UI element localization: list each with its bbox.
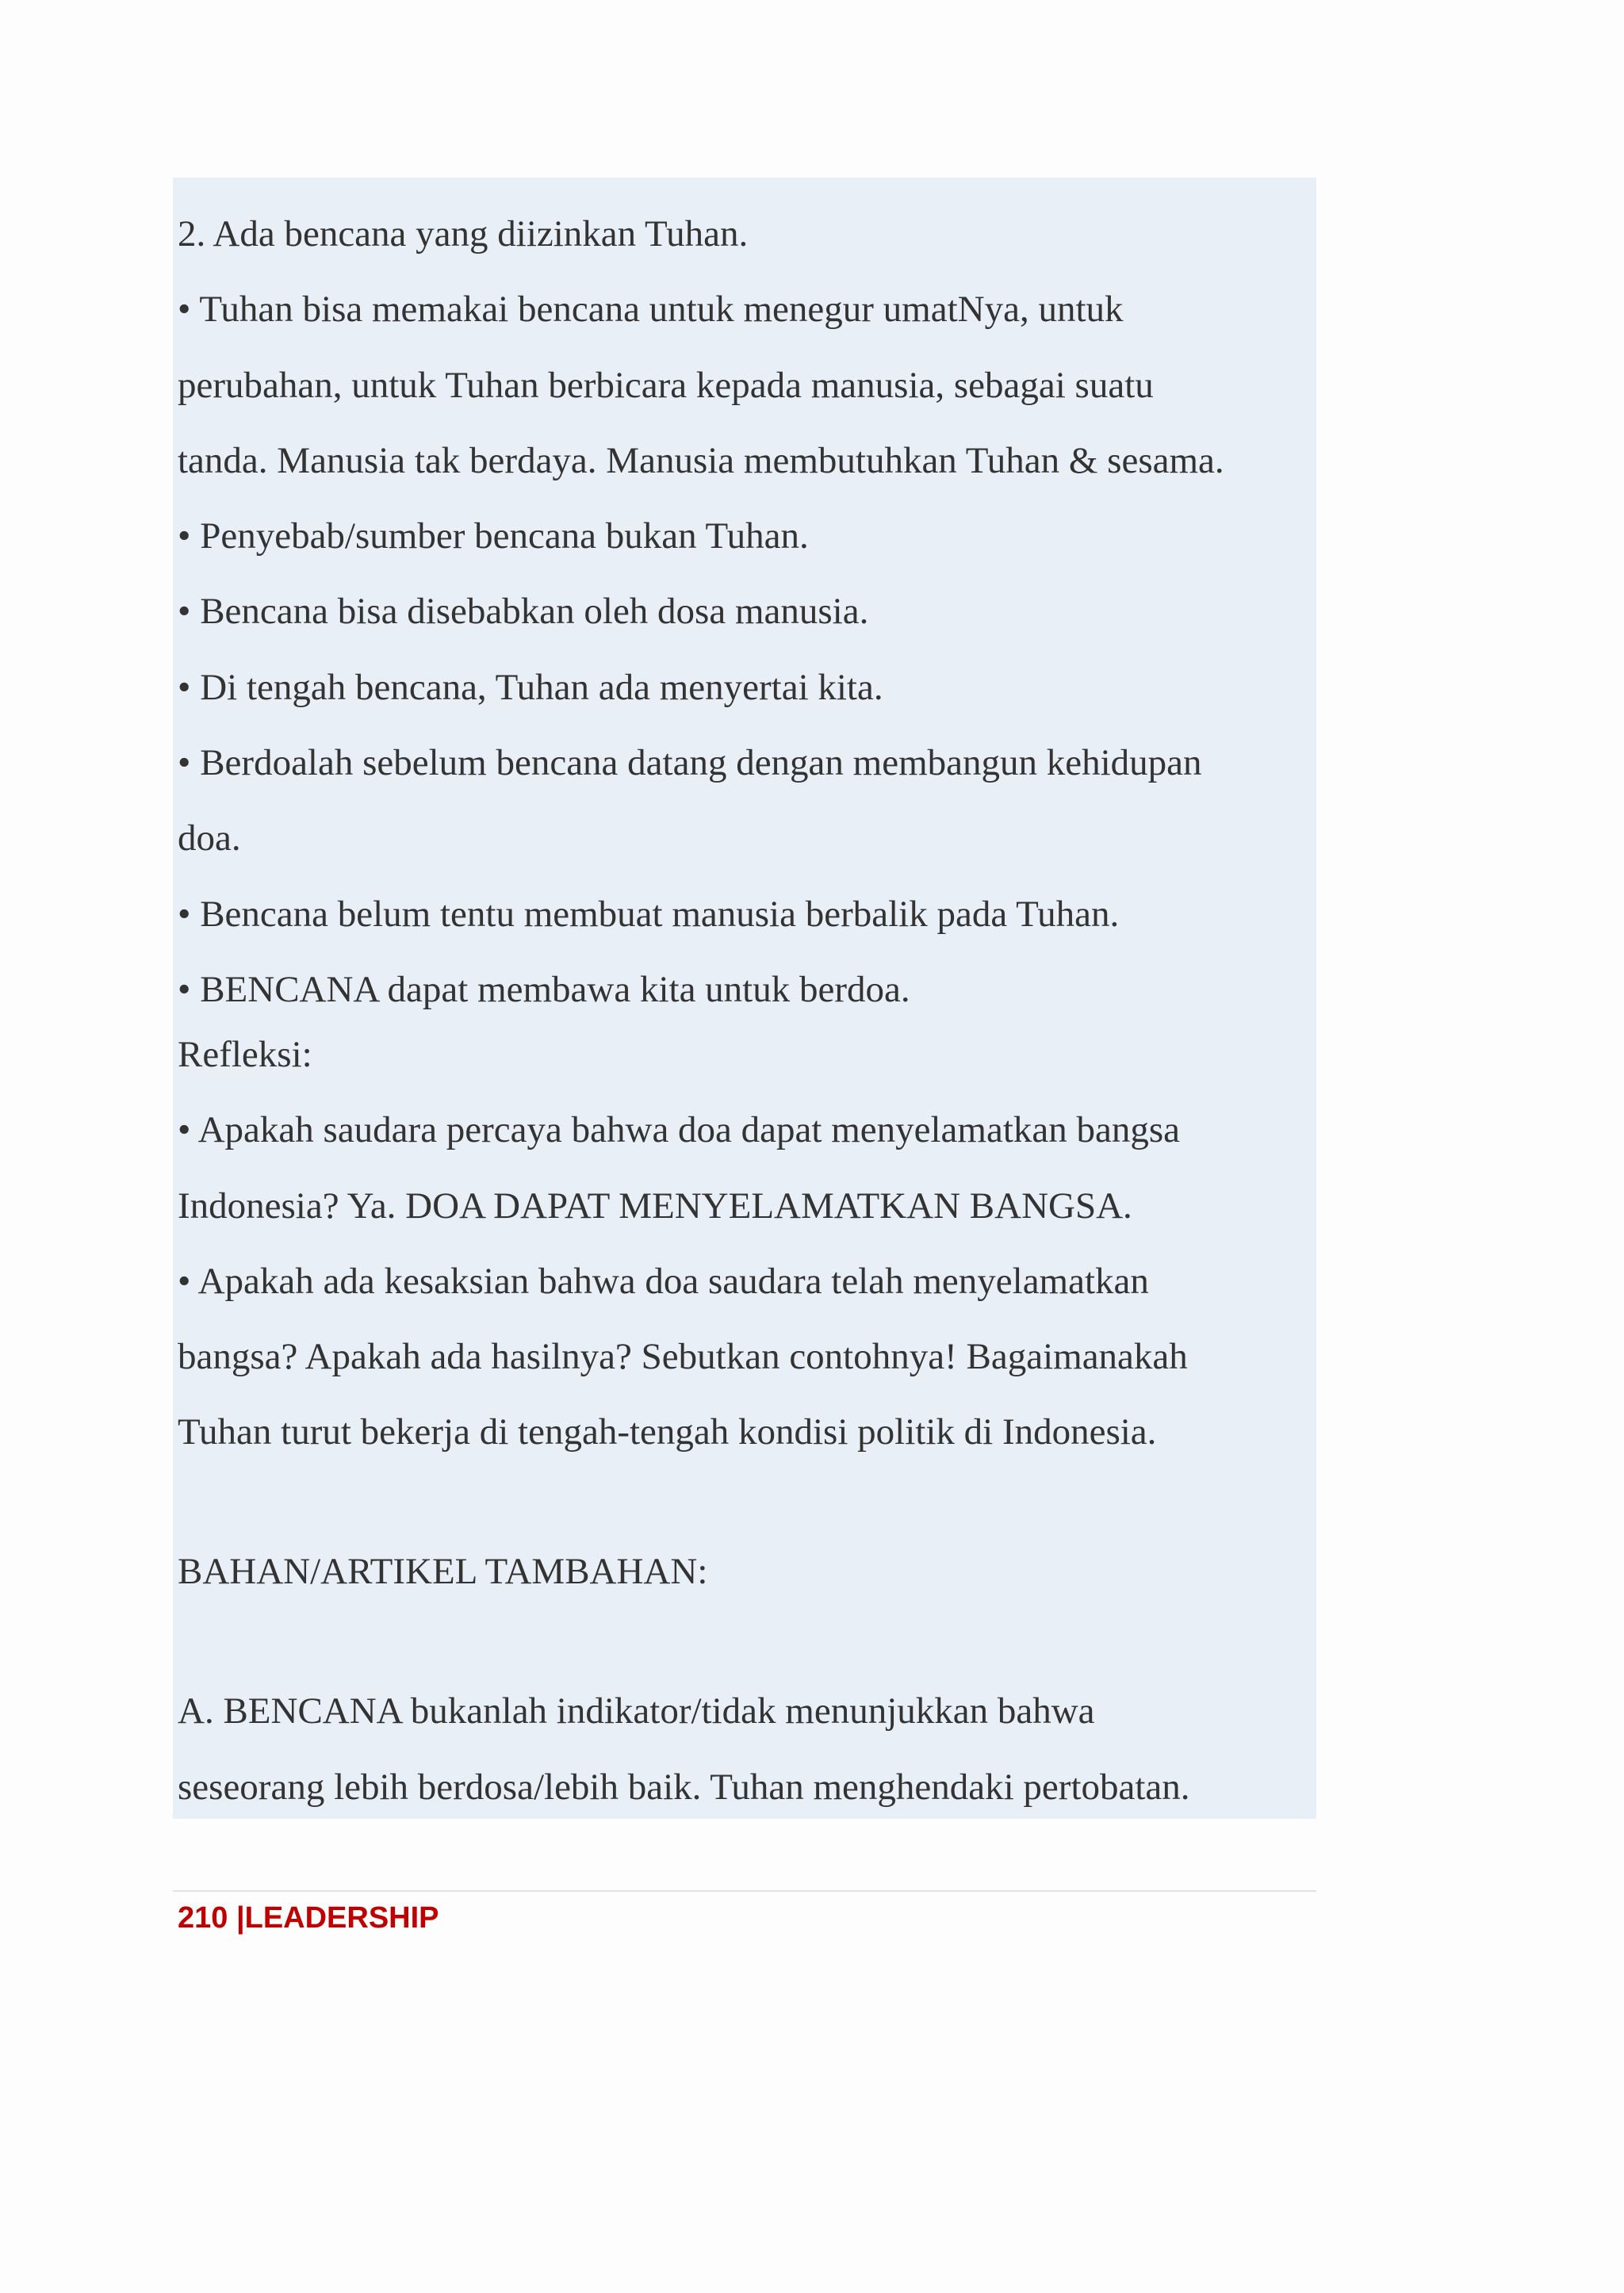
bullet-continuation: bangsa? Apakah ada hasilnya? Sebutkan contohnya! Bagaimanakah <box>178 1336 1188 1378</box>
article-line: A. BENCANA bukanlah indikator/tidak menunjukkan bahwa <box>178 1690 1095 1732</box>
content-text <box>178 201 1312 1820</box>
reflection-heading: Refleksi: <box>178 1033 312 1075</box>
bullet-line: • Di tengah bencana, Tuhan ada menyertai kita. <box>178 666 883 708</box>
footer-title: LEADERSHIP <box>244 1901 439 1935</box>
list-heading: 2. Ada bencana yang diizinkan Tuhan. <box>178 213 749 255</box>
bullet-line: • Berdoalah sebelum bencana datang dengan membangun kehidupan <box>178 742 1202 784</box>
article-line: seseorang lebih berdosa/lebih baik. Tuhan menghendaki pertobatan. <box>178 1766 1190 1808</box>
bullet-line: • Penyebab/sumber bencana bukan Tuhan. <box>178 515 809 557</box>
bullet-continuation: Tuhan turut bekerja di tengah-tengah kondisi politik di Indonesia. <box>178 1411 1157 1453</box>
bullet-continuation: tanda. Manusia tak berdaya. Manusia membutuhkan Tuhan & sesama. <box>178 439 1224 481</box>
bullet-line: • Apakah ada kesaksian bahwa doa saudara telah menyelamatkan <box>178 1260 1149 1302</box>
bullet-continuation: doa. <box>178 817 241 859</box>
spacer <box>178 1464 1312 1539</box>
bullet-line: • Bencana bisa disebabkan oleh dosa manusia. <box>178 591 869 633</box>
section-heading: BAHAN/ARTIKEL TAMBAHAN: <box>178 1551 708 1593</box>
bullet-continuation: Indonesia? Ya. DOA DAPAT MENYELAMATKAN BANGSA. <box>178 1185 1132 1227</box>
bullet-line: • Apakah saudara percaya bahwa doa dapat menyelamatkan bangsa <box>178 1109 1180 1151</box>
bullet-line: • Bencana belum tentu membuat manusia berbalik pada Tuhan. <box>178 893 1120 935</box>
page-number: 210 <box>178 1901 228 1935</box>
bullet-line: • BENCANA dapat membawa kita untuk berdoa. <box>178 968 910 1010</box>
page-footer <box>178 1897 439 1939</box>
bullet-continuation: perubahan, untuk Tuhan berbicara kepada manusia, sebagai suatu <box>178 364 1154 406</box>
bullet-line: • Tuhan bisa memakai bencana untuk menegur umatNya, untuk <box>178 289 1124 331</box>
content-block <box>173 178 1316 1819</box>
spacer <box>178 1604 1312 1679</box>
footer-separator: | <box>228 1901 245 1935</box>
footer-divider <box>173 1890 1316 1892</box>
